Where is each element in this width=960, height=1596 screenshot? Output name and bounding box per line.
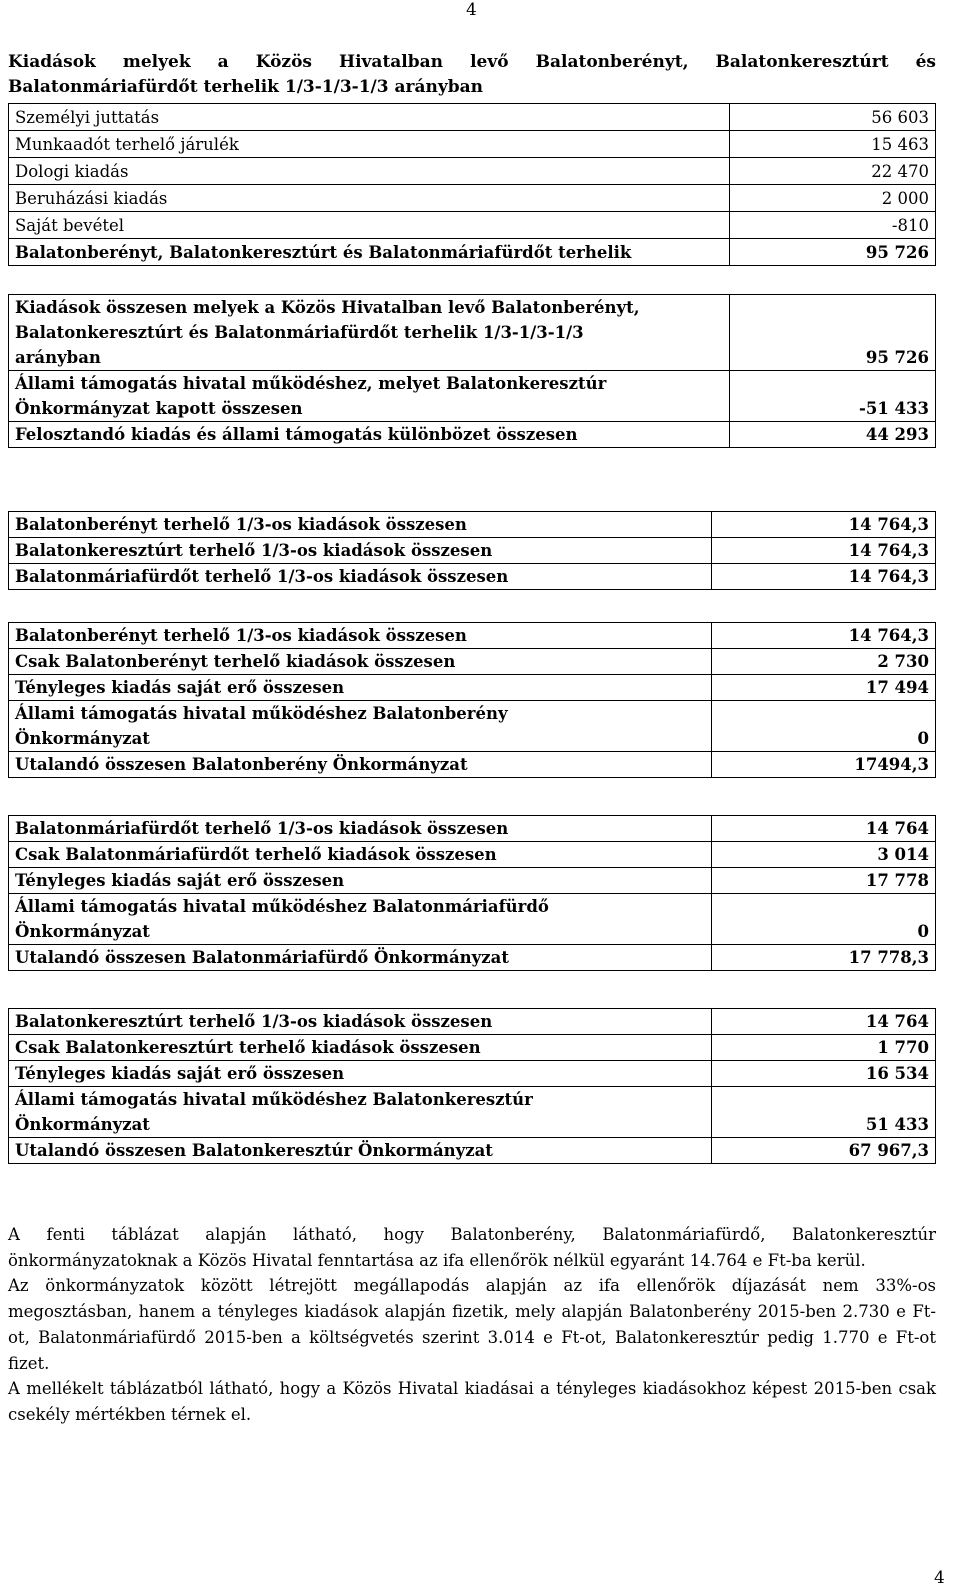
row-value: 14 764: [712, 816, 936, 842]
row-label: Csak Balatonkeresztúrt terhelő kiadások összesen: [9, 1035, 712, 1061]
heading-word: Balatonkeresztúrt: [715, 52, 889, 72]
table-row: [9, 104, 936, 131]
row-value: 14 764,3: [712, 538, 936, 564]
table-row: [9, 538, 936, 564]
row-value: 56 603: [730, 104, 936, 131]
table-row: [9, 212, 936, 239]
table-row: [9, 1035, 936, 1061]
row-value: 14 764,3: [712, 512, 936, 538]
table-row: [9, 512, 936, 538]
table-row: [9, 239, 936, 266]
row-value: 44 293: [730, 422, 936, 448]
row-label: Balatonberényt terhelő 1/3-os kiadások összesen: [9, 512, 712, 538]
paragraph: A mellékelt táblázatból látható, hogy a Közös Hivatal kiadásai a tényleges kiadásokhoz képest 2015-ben csak csekély mértékben térnek el.: [8, 1379, 936, 1424]
row-label: Kiadások összesen melyek a Közös Hivatalban levő Balatonberényt, Balatonkeresztúrt és Balatonmáriafürdőt terhelik 1/3-1/3-1/3 arányban: [9, 295, 730, 371]
row-value: 16 534: [712, 1061, 936, 1087]
total-expense-table: [8, 294, 936, 448]
row-label: Balatonberényt terhelő 1/3-os kiadások összesen: [9, 623, 712, 649]
row-label: Balatonkeresztúrt terhelő 1/3-os kiadások összesen: [9, 538, 712, 564]
table-row: [9, 1009, 936, 1035]
table-row: [9, 842, 936, 868]
row-label: Csak Balatonberényt terhelő kiadások összesen: [9, 649, 712, 675]
table-row: [9, 675, 936, 701]
row-value: 17 494: [712, 675, 936, 701]
table-row: [9, 752, 936, 778]
table-row: [9, 158, 936, 185]
row-label: Saját bevétel: [9, 212, 730, 239]
section-heading: [8, 50, 936, 100]
table-row: [9, 1061, 936, 1087]
table-row: [9, 701, 936, 752]
balatonbereny-table: [8, 622, 936, 778]
table-row: [9, 131, 936, 158]
row-label: Személyi juttatás: [9, 104, 730, 131]
heading-word: és: [915, 52, 936, 72]
heading-line-2: Balatonmáriafürdőt terhelik 1/3-1/3-1/3 arányban: [8, 77, 483, 97]
row-label: Balatonkeresztúrt terhelő 1/3-os kiadások összesen: [9, 1009, 712, 1035]
row-value: 0: [712, 701, 936, 752]
row-label: Állami támogatás hivatal működéshez, melyet Balatonkeresztúr Önkormányzat kapott összesen: [9, 371, 730, 422]
row-label: Állami támogatás hivatal működéshez Balatonmáriafürdő Önkormányzat: [9, 894, 712, 945]
heading-word: levő: [470, 52, 509, 72]
row-label: Balatonmáriafürdőt terhelő 1/3-os kiadások összesen: [9, 564, 712, 590]
paragraph: Az önkormányzatok között létrejött megállapodás alapján az ifa ellenőrök díjazását nem 33%-os megosztásban, hanem a tényleges kiadások alapján fizetik, mely alapján Balatonberény 2015-ben 2.730 e Ft-ot, Balatonmáriafürdő 2015-ben a költségvetés szerint 3.014 e Ft-ot, Balatonkeresztúr pedig 1.770 e Ft-ot fizet.: [8, 1276, 936, 1373]
table-row: [9, 185, 936, 212]
row-label: Utalandó összesen Balatonkeresztúr Önkormányzat: [9, 1138, 712, 1164]
row-value: 14 764: [712, 1009, 936, 1035]
page-number-bottom: 4: [934, 1568, 945, 1588]
share-table: [8, 511, 936, 590]
row-value: 22 470: [730, 158, 936, 185]
table-row: [9, 371, 936, 422]
row-value: 3 014: [712, 842, 936, 868]
row-label: Tényleges kiadás saját erő összesen: [9, 1061, 712, 1087]
row-label: Balatonberényt, Balatonkeresztúrt és Balatonmáriafürdőt terhelik: [9, 239, 730, 266]
row-value: 0: [712, 894, 936, 945]
row-value: 67 967,3: [712, 1138, 936, 1164]
row-value: 15 463: [730, 131, 936, 158]
row-label: Állami támogatás hivatal működéshez Balatonberény Önkormányzat: [9, 701, 712, 752]
row-label: Csak Balatonmáriafürdőt terhelő kiadások összesen: [9, 842, 712, 868]
row-label: Állami támogatás hivatal működéshez Balatonkeresztúr Önkormányzat: [9, 1087, 712, 1138]
table-row: [9, 868, 936, 894]
heading-word: Kiadások: [8, 52, 96, 72]
table-row: [9, 564, 936, 590]
row-label: Dologi kiadás: [9, 158, 730, 185]
heading-word: Hivatalban: [339, 52, 444, 72]
row-label: Felosztandó kiadás és állami támogatás különbözet összesen: [9, 422, 730, 448]
row-value: 2 000: [730, 185, 936, 212]
heading-word: Közös: [255, 52, 312, 72]
row-value: 14 764,3: [712, 623, 936, 649]
row-value: 2 730: [712, 649, 936, 675]
table-row: [9, 816, 936, 842]
row-label: Tényleges kiadás saját erő összesen: [9, 675, 712, 701]
row-label: Tényleges kiadás saját erő összesen: [9, 868, 712, 894]
row-value: 17494,3: [712, 752, 936, 778]
table-row: [9, 1138, 936, 1164]
row-value: 17 778: [712, 868, 936, 894]
paragraph: A fenti táblázat alapján látható, hogy Balatonberény, Balatonmáriafürdő, Balatonkeresztúr önkormányzatoknak a Közös Hivatal fenntartása az ifa ellenőrök nélkül egyaránt 14.764 e Ft-ba kerül.: [8, 1225, 936, 1270]
row-value: 14 764,3: [712, 564, 936, 590]
table-row: [9, 623, 936, 649]
heading-word: melyek: [122, 52, 191, 72]
table-row: [9, 295, 936, 371]
heading-word: Balatonberényt,: [535, 52, 689, 72]
row-value: 51 433: [712, 1087, 936, 1138]
table-row: [9, 945, 936, 971]
row-label: Utalandó összesen Balatonberény Önkormányzat: [9, 752, 712, 778]
row-label: Beruházási kiadás: [9, 185, 730, 212]
explanation-text: [8, 1222, 936, 1428]
table-row: [9, 649, 936, 675]
table-row: [9, 1087, 936, 1138]
expense-breakdown-table: [8, 103, 936, 266]
table-row: [9, 422, 936, 448]
row-value: 1 770: [712, 1035, 936, 1061]
row-label: Utalandó összesen Balatonmáriafürdő Önkormányzat: [9, 945, 712, 971]
heading-line-1: [8, 50, 936, 75]
page-number-top: 4: [466, 0, 477, 20]
heading-word: a: [217, 52, 229, 72]
row-value: -810: [730, 212, 936, 239]
balatonkeresztur-table: [8, 1008, 936, 1164]
row-value: -51 433: [730, 371, 936, 422]
row-value: 95 726: [730, 295, 936, 371]
row-value: 95 726: [730, 239, 936, 266]
balatonmariafurdo-table: [8, 815, 936, 971]
row-value: 17 778,3: [712, 945, 936, 971]
table-row: [9, 894, 936, 945]
row-label: Balatonmáriafürdőt terhelő 1/3-os kiadások összesen: [9, 816, 712, 842]
row-label: Munkaadót terhelő járulék: [9, 131, 730, 158]
